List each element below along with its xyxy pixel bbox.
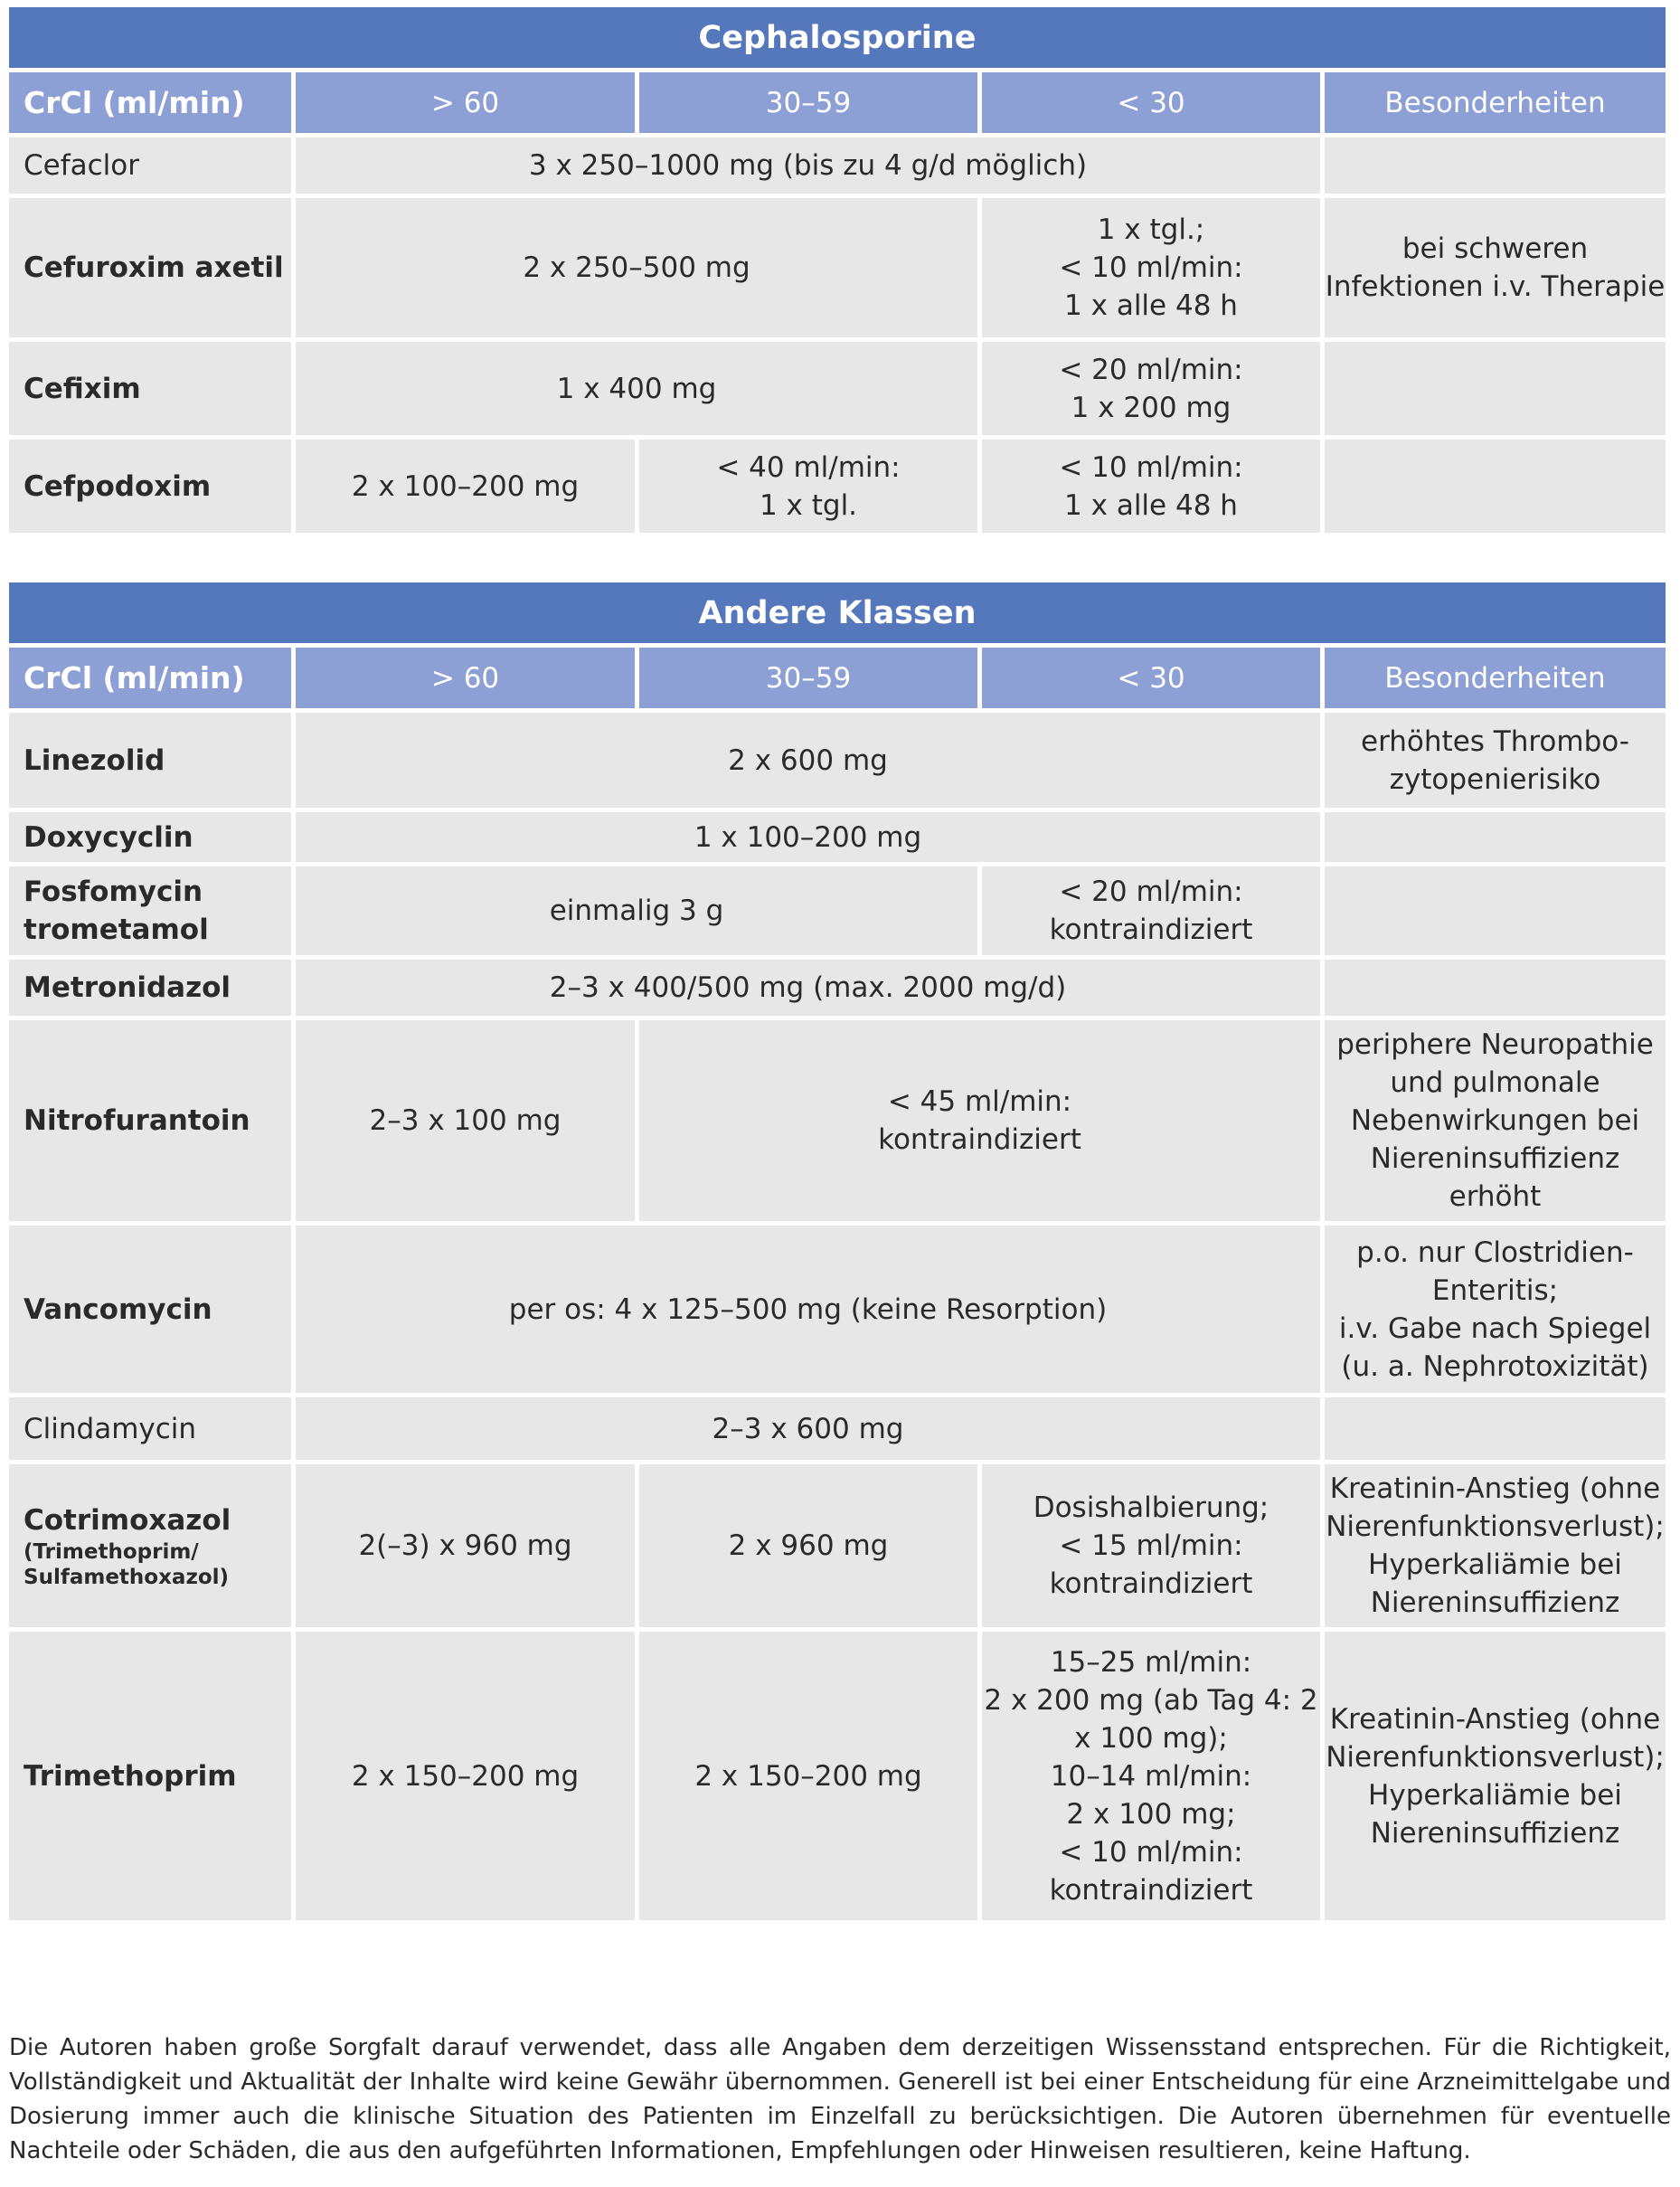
drug-label: Cefaclor <box>24 149 139 182</box>
cell-line: erhöhtes Thrombo- <box>1361 724 1629 758</box>
cell-line: kontraindiziert <box>1049 1873 1253 1907</box>
cell-line: p.o. nur Clostridien- <box>1356 1236 1634 1269</box>
header-cell: < 30 <box>982 648 1320 708</box>
section-title-cephalosporine: Cephalosporine <box>9 7 1666 68</box>
drug-label: Doxycyclin <box>24 820 193 854</box>
dose-cell <box>1325 137 1666 194</box>
drug-name-cell <box>9 440 291 533</box>
drug-name <box>24 1410 196 1448</box>
cell-line: i.v. Gabe nach Spiegel <box>1338 1311 1652 1345</box>
cell-text <box>713 1410 904 1448</box>
cell-text <box>1033 1489 1269 1603</box>
header-cell: > 60 <box>296 648 635 708</box>
cell-text <box>1326 1700 1665 1852</box>
drug-name <box>24 249 284 287</box>
cell-line: 2 x 150–200 mg <box>351 1759 580 1793</box>
cell-line: < 10 ml/min: <box>1059 251 1243 284</box>
header-cell: CrCl (ml/min) <box>9 648 291 708</box>
drug-name <box>24 969 231 1007</box>
dose-cell <box>296 342 977 435</box>
drug-name-cell <box>9 137 291 194</box>
dose-cell <box>982 866 1320 955</box>
cell-line: 2–3 x 400/500 mg (max. 2000 mg/d) <box>549 971 1067 1004</box>
cell-text <box>1050 873 1253 949</box>
drug-label: Cefpodoxim <box>24 469 212 503</box>
cell-line: 2–3 x 100 mg <box>369 1104 562 1137</box>
cell-line: Hyperkaliämie bei <box>1368 1548 1622 1581</box>
drug-label: Clindamycin <box>24 1412 197 1445</box>
dose-cell <box>639 1020 1320 1221</box>
cell-text <box>1326 230 1666 306</box>
cell-line: 1 x 400 mg <box>556 372 717 405</box>
cell-text <box>1059 211 1242 325</box>
dose-cell <box>296 812 1320 862</box>
dose-cell <box>296 440 635 533</box>
dose-cell <box>1325 960 1666 1016</box>
dose-cell <box>982 440 1320 533</box>
cell-line: 2(–3) x 960 mg <box>358 1529 572 1562</box>
dose-cell <box>639 440 977 533</box>
cell-text <box>550 969 1067 1007</box>
drug-name-cell <box>9 198 291 337</box>
drug-name <box>24 468 211 506</box>
dose-cell <box>1325 1397 1666 1460</box>
cell-line: x 100 mg); <box>1074 1721 1228 1755</box>
cell-line: < 40 ml/min: <box>716 450 901 484</box>
cell-text <box>550 892 724 930</box>
drug-name <box>24 1102 250 1140</box>
cell-line: 2 x 150–200 mg <box>694 1759 922 1793</box>
drug-label: Vancomycin <box>24 1292 212 1326</box>
dose-cell <box>296 1632 635 1920</box>
dose-cell <box>1325 866 1666 955</box>
drug-name-cell <box>9 866 291 955</box>
cell-line: < 15 ml/min: <box>1059 1529 1243 1562</box>
drug-label: Trimethoprim <box>24 1759 237 1793</box>
dose-cell <box>1325 713 1666 808</box>
cell-line: Kreatinin-Anstieg (ohne <box>1329 1472 1661 1505</box>
cell-line: Nierenfunktionsverlust); <box>1326 1740 1665 1774</box>
header-cell: < 30 <box>982 72 1320 133</box>
cell-line: 15–25 ml/min: <box>1050 1645 1252 1679</box>
cell-line: Niereninsuffizienz <box>1370 1816 1620 1850</box>
cell-text <box>729 1527 889 1565</box>
header-cell: CrCl (ml/min) <box>9 72 291 133</box>
dose-cell <box>296 866 977 955</box>
header-cell: > 60 <box>296 72 635 133</box>
drug-name <box>24 370 141 408</box>
cell-line: Hyperkaliämie bei <box>1368 1778 1622 1812</box>
dose-cell <box>1325 812 1666 862</box>
drug-name-cell <box>9 960 291 1016</box>
dose-cell <box>1325 198 1666 337</box>
cell-line: 2–3 x 600 mg <box>712 1412 904 1445</box>
dose-cell <box>982 1464 1320 1627</box>
cell-text <box>1059 351 1242 427</box>
cell-text <box>1339 1234 1651 1386</box>
cell-line: < 10 ml/min: <box>1059 450 1243 484</box>
cell-line: 2 x 600 mg <box>728 743 888 777</box>
cell-line: Infektionen i.v. Therapie <box>1325 270 1666 303</box>
dose-cell <box>982 1632 1320 1920</box>
dose-cell <box>296 713 1320 808</box>
drug-name <box>24 1757 237 1795</box>
dose-cell <box>296 1226 1320 1393</box>
drug-name-cell <box>9 812 291 862</box>
cell-line: < 10 ml/min: <box>1059 1835 1243 1869</box>
cell-line: Enteritis; <box>1431 1273 1559 1307</box>
cell-line: Nebenwirkungen bei <box>1350 1104 1640 1137</box>
cell-text <box>1326 1470 1665 1622</box>
dose-cell <box>296 1464 635 1627</box>
cell-text <box>1059 449 1242 525</box>
cell-line: 2 x 100–200 mg <box>351 469 580 503</box>
cell-line: kontraindiziert <box>1049 914 1253 946</box>
cell-line: 1 x tgl. <box>759 488 858 522</box>
drug-name <box>24 819 193 857</box>
cell-line: 2 x 250–500 mg <box>523 251 750 284</box>
cell-text <box>728 742 888 780</box>
dose-cell <box>639 1464 977 1627</box>
cell-line: einmalig 3 g <box>549 895 724 927</box>
dose-cell <box>1325 1464 1666 1627</box>
cell-text <box>694 819 921 857</box>
drug-name <box>24 147 139 185</box>
drug-label: Nitrofurantoin <box>24 1104 250 1137</box>
cell-text <box>509 1291 1107 1329</box>
cell-line: per os: 4 x 125–500 mg (keine Resorption) <box>508 1292 1108 1326</box>
drug-name-cell <box>9 1020 291 1221</box>
cell-text <box>358 1527 571 1565</box>
cell-line: zytopenierisiko <box>1389 762 1601 796</box>
cell-line: 1 x alle 48 h <box>1064 289 1238 322</box>
cell-line: 10–14 ml/min: <box>1050 1759 1252 1793</box>
header-cell: 30–59 <box>639 72 977 133</box>
drug-name <box>24 1501 231 1590</box>
drug-label: Linezolid <box>24 743 165 777</box>
drug-label: Fosfomycin trometamol <box>24 876 209 946</box>
cell-line: Niereninsuffizienz <box>1370 1142 1620 1175</box>
cell-line: kontraindiziert <box>878 1123 1081 1156</box>
cell-line: 2 x 960 mg <box>728 1529 889 1562</box>
cell-text <box>529 147 1087 185</box>
cell-text <box>352 1757 579 1795</box>
cell-line: und pulmonale <box>1390 1066 1600 1099</box>
cell-text <box>984 1643 1317 1909</box>
cell-line: 1 x alle 48 h <box>1064 488 1238 522</box>
dose-cell <box>296 1020 635 1221</box>
cell-line: Dosishalbierung; <box>1033 1491 1269 1524</box>
drug-label: Cotrimoxazol <box>24 1504 231 1537</box>
cell-text <box>1336 1026 1654 1216</box>
disclaimer-text: Die Autoren haben große Sorgfalt darauf verwendet, dass alle Angaben dem derzeitigen Wissensstand entsprechen. Für die Richtigkeit, Vollständigkeit und Aktualität der Inhalte wird keine Gewähr übernommen. Generell ist bei einer Entscheidung für eine Arzneimittelgabe und Dosierung immer auch die klinische Situation des Patienten im Einzelfall zu berücksichtigen. Die Autoren übernehmen für eventuelle Nachteile oder Schäden, die aus den aufgeführten Informationen, Empfehlungen oder Hinweisen resultieren, keine Haftung. <box>9 2034 1671 2164</box>
drug-name-cell <box>9 342 291 435</box>
header-cell: 30–59 <box>639 648 977 708</box>
cell-line: < 20 ml/min: <box>1059 353 1243 386</box>
cell-line: 3 x 250–1000 mg (bis zu 4 g/d möglich) <box>528 149 1088 182</box>
drug-name <box>24 1291 212 1329</box>
section-title-andere-klassen: Andere Klassen <box>9 582 1666 643</box>
cell-line: 1 x 100–200 mg <box>694 820 922 854</box>
cell-text <box>523 249 750 287</box>
dose-cell <box>1325 440 1666 533</box>
cell-text <box>352 468 579 506</box>
dose-cell <box>296 198 977 337</box>
dose-cell <box>296 960 1320 1016</box>
drug-subtitle: (Trimethoprim/ Sulfamethoxazol) <box>24 1540 230 1589</box>
dose-cell <box>1325 342 1666 435</box>
cell-text <box>878 1083 1081 1159</box>
header-cell: Besonderheiten <box>1325 72 1666 133</box>
drug-name <box>24 742 165 780</box>
cell-line: erhöht <box>1449 1180 1542 1213</box>
drug-name-cell <box>9 1632 291 1920</box>
dose-cell <box>296 1397 1320 1460</box>
dose-cell <box>639 1632 977 1920</box>
drug-label: Cefuroxim axetil <box>24 251 284 284</box>
dose-cell <box>1325 1020 1666 1221</box>
cell-line: Nierenfunktionsverlust); <box>1326 1510 1665 1543</box>
dose-cell <box>1325 1632 1666 1920</box>
dose-cell <box>982 342 1320 435</box>
drug-name-cell <box>9 1397 291 1460</box>
drug-name-cell <box>9 713 291 808</box>
cell-line: 1 x 200 mg <box>1071 391 1232 424</box>
cell-text <box>694 1757 921 1795</box>
cell-line: Kreatinin-Anstieg (ohne <box>1329 1702 1661 1736</box>
cell-line: 1 x tgl.; <box>1097 213 1205 246</box>
cell-line: 2 x 200 mg (ab Tag 4: 2 <box>984 1683 1318 1717</box>
drug-name <box>24 873 209 949</box>
drug-name-cell <box>9 1464 291 1627</box>
cell-text <box>716 449 900 525</box>
cell-text <box>1361 723 1629 799</box>
cell-line: periphere Neuropathie <box>1336 1028 1654 1061</box>
cell-text <box>557 370 717 408</box>
dose-cell <box>296 137 1320 194</box>
drug-label: Cefixim <box>24 372 141 405</box>
cell-text <box>370 1102 562 1140</box>
drug-name-cell <box>9 1226 291 1393</box>
cell-line: (u. a. Nephrotoxizität) <box>1341 1349 1649 1383</box>
dose-cell <box>1325 1226 1666 1393</box>
dose-cell <box>982 198 1320 337</box>
drug-label: Metronidazol <box>24 971 231 1004</box>
cell-line: 2 x 100 mg; <box>1066 1797 1236 1831</box>
cell-line: Niereninsuffizienz <box>1370 1586 1620 1619</box>
cell-line: kontraindiziert <box>1049 1567 1253 1600</box>
cell-line: < 20 ml/min: <box>1059 876 1243 908</box>
cell-line: < 45 ml/min: <box>887 1085 1072 1118</box>
cell-line: bei schweren <box>1402 232 1589 265</box>
header-cell: Besonderheiten <box>1325 648 1666 708</box>
